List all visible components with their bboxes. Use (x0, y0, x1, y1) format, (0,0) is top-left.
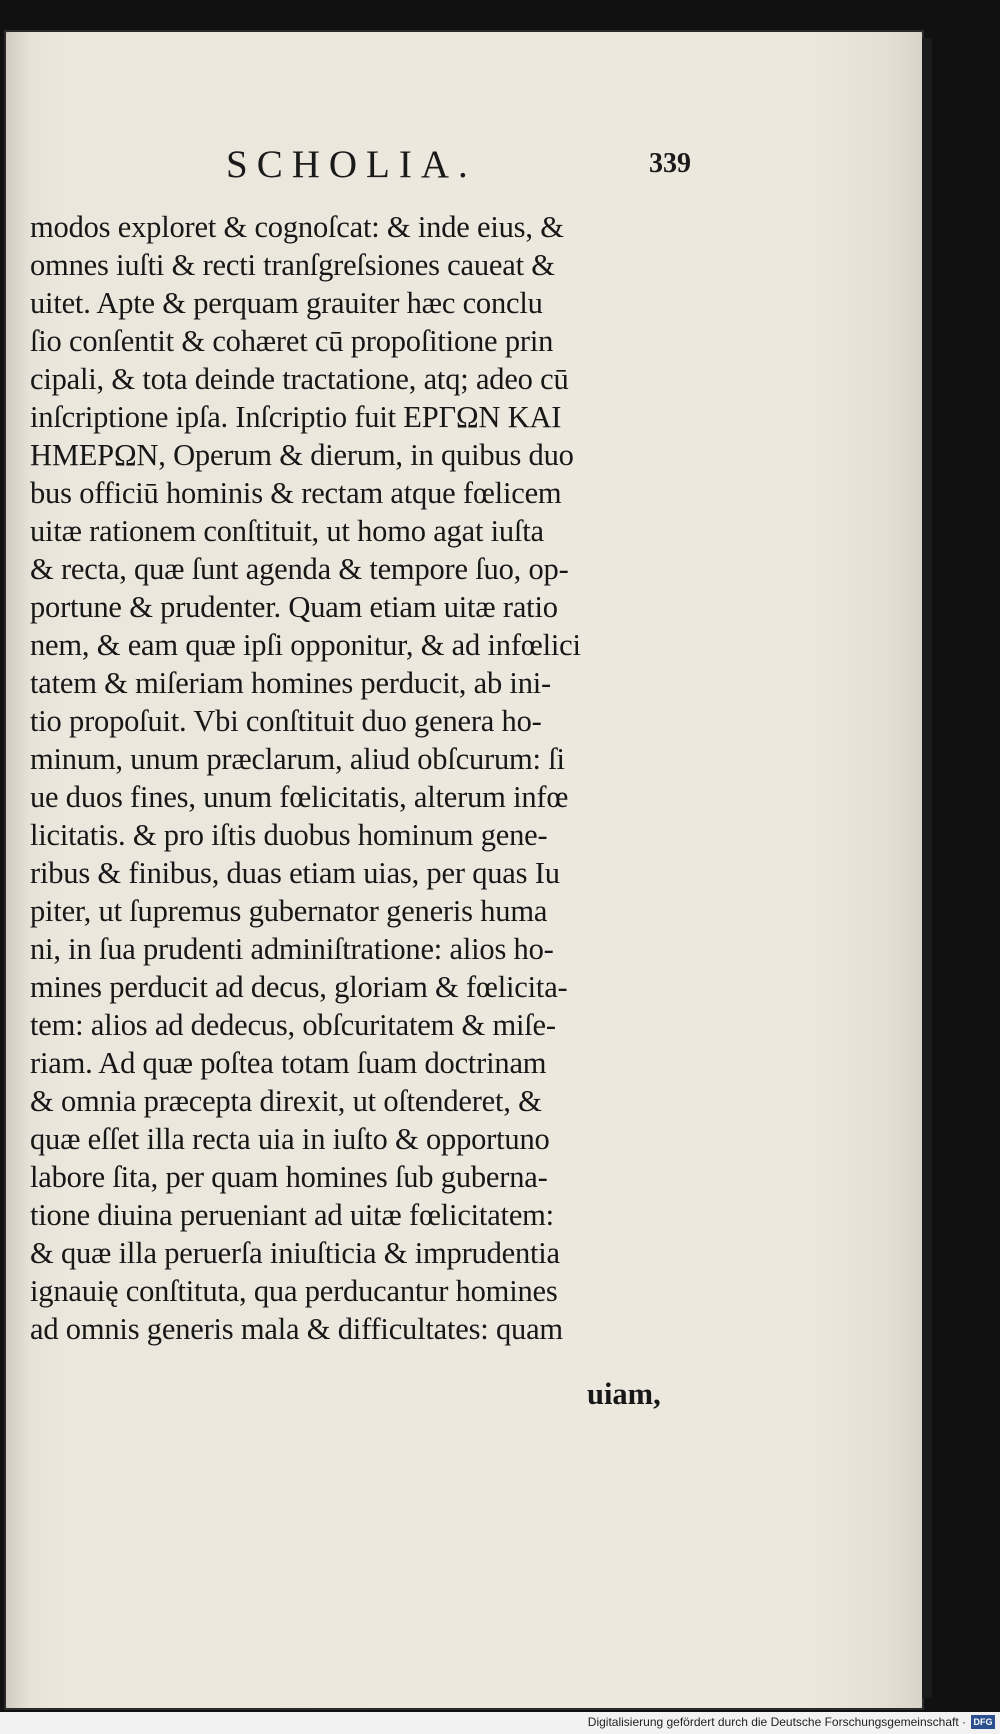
digitization-footer (0, 1712, 1000, 1734)
text-line: riam. Ad quæ poſtea totam ſuam doctrinam (30, 1046, 547, 1080)
text-line: tione diuina perueniant ad uitæ fœlicitatem: (30, 1198, 554, 1232)
text-line: tio propoſuit. Vbi conſtituit duo genera ho- (30, 704, 542, 738)
text-line: & quæ illa peruerſa iniuſticia & imprudentia (30, 1236, 560, 1270)
text-line: nem, & eam quæ ipſi opponitur, & ad infœlici (30, 628, 581, 662)
text-line: ad omnis generis mala & difficultates: quam (30, 1312, 563, 1346)
text-line: tem: alios ad dedecus, obſcuritatem & miſe- (30, 1008, 556, 1042)
catchword: uiam, (587, 1377, 661, 1411)
page-number: 339 (649, 148, 691, 179)
text-line: minum, unum præclarum, aliud obſcurum: ſi (30, 742, 565, 776)
text-line: uitet. Apte & perquam grauiter hæc conclu (30, 286, 543, 320)
text-line: ue duos fines, unum fœlicitatis, alterum infœ (30, 780, 569, 814)
text-line: quæ eſſet illa recta uia in iuſto & opportuno (30, 1122, 550, 1156)
text-line: licitatis. & pro iſtis duobus hominum gene- (30, 818, 548, 852)
body-text (30, 208, 690, 1348)
text-line: omnes iuſti & recti tranſgreſsiones caueat & (30, 248, 555, 282)
text-line: tatem & miſeriam homines perducit, ab ini- (30, 666, 551, 700)
text-line: uitæ rationem conſtituit, ut homo agat iuſta (30, 514, 544, 548)
dfg-logo-icon: DFG (971, 1715, 995, 1729)
page-header (4, 142, 924, 192)
text-line: labore ſita, per quam homines ſub guberna- (30, 1160, 548, 1194)
text-line: ſio conſentit & cohæret cū propoſitione prin (30, 324, 554, 358)
text-line: & omnia præcepta direxit, ut oſtenderet, & (30, 1084, 542, 1118)
text-line: piter, ut ſupremus gubernator generis huma (30, 894, 548, 928)
text-line: ribus & finibus, duas etiam uias, per quas Iu (30, 856, 560, 890)
page-edge-shadow (922, 38, 932, 1698)
text-line: modos exploret & cognoſcat: & inde eius, & (30, 210, 564, 244)
text-line: inſcriptione ipſa. Inſcriptio fuit ΕΡΓΩΝ ΚΑΙ (30, 400, 562, 434)
funding-credit: Digitalisierung gefördert durch die Deutsche Forschungsgemeinschaft · (587, 1715, 966, 1729)
text-line: cipali, & tota deinde tractatione, atq; adeo cū (30, 362, 569, 396)
text-line: mines perducit ad decus, gloriam & fœlicita- (30, 970, 568, 1004)
book-page (4, 30, 924, 1710)
text-line: ignauię conſtituta, qua perducantur homines (30, 1274, 558, 1308)
text-line: ΗΜΕΡΩΝ, Operum & dierum, in quibus duo (30, 438, 574, 472)
text-line: bus officiū hominis & rectam atque fœlicem (30, 476, 562, 510)
text-line: ni, in ſua prudenti adminiſtratione: alios ho- (30, 932, 554, 966)
text-line: portune & prudenter. Quam etiam uitæ ratio (30, 590, 558, 624)
running-head: SCHOLIA. (226, 143, 477, 186)
text-line: & recta, quæ ſunt agenda & tempore ſuo, op- (30, 552, 569, 586)
